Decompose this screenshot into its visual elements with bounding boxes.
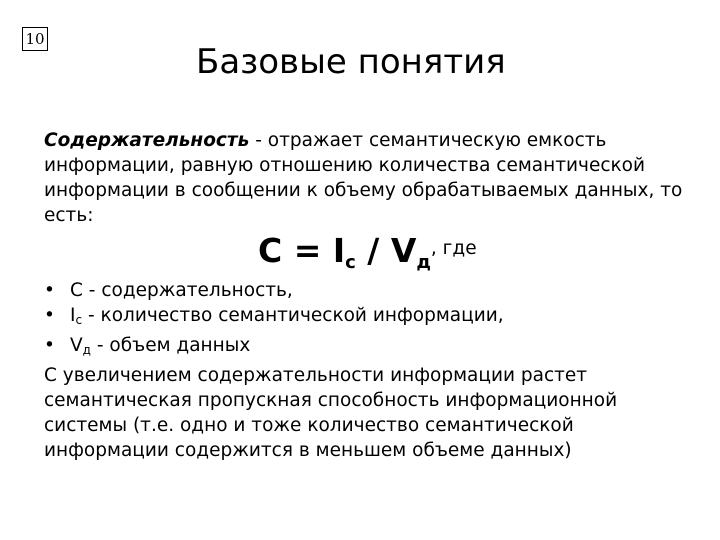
definition-term: Содержательность [44,130,250,151]
variable-symbol: V [70,335,83,356]
bullet-icon: • [44,305,55,326]
conclusion-paragraph: С увеличением содержательности информации растет семантическая пропускная способность информационной системы (т.е. одно и тоже количество семантической информации содержится в меньшем объеме данных) [44,365,618,461]
formula [44,231,694,278]
formula-slash: / V [355,231,417,270]
variable-description: - объем данных [90,335,251,356]
variable-list [44,278,694,363]
list-item [44,333,694,363]
formula-sub-d: д [416,252,431,273]
bullet-icon: • [44,335,55,356]
variable-subscript: c [75,313,83,327]
slide-body [44,128,694,463]
definition-text: - отражает семантическую емкость информации, равную отношению количества семантической информации в сообщении к объему обрабатываемых данных, то есть: [44,130,683,226]
variable-description: - содержательность, [82,280,293,301]
slide-title: Базовые понятия [196,42,506,82]
slide-number: 10 [22,27,48,51]
formula-suffix: , где [430,238,477,259]
variable-description: - количество семантической информации, [82,305,504,326]
list-item [44,303,694,333]
list-item [44,278,694,303]
variable-subscript: д [82,343,91,357]
definition-paragraph [44,128,694,228]
variable-symbol: I [70,305,76,326]
bullet-icon: • [44,280,55,301]
formula-sub-c: с [345,252,356,273]
variable-symbol: С [70,280,83,301]
formula-lhs: С = I [258,231,346,270]
